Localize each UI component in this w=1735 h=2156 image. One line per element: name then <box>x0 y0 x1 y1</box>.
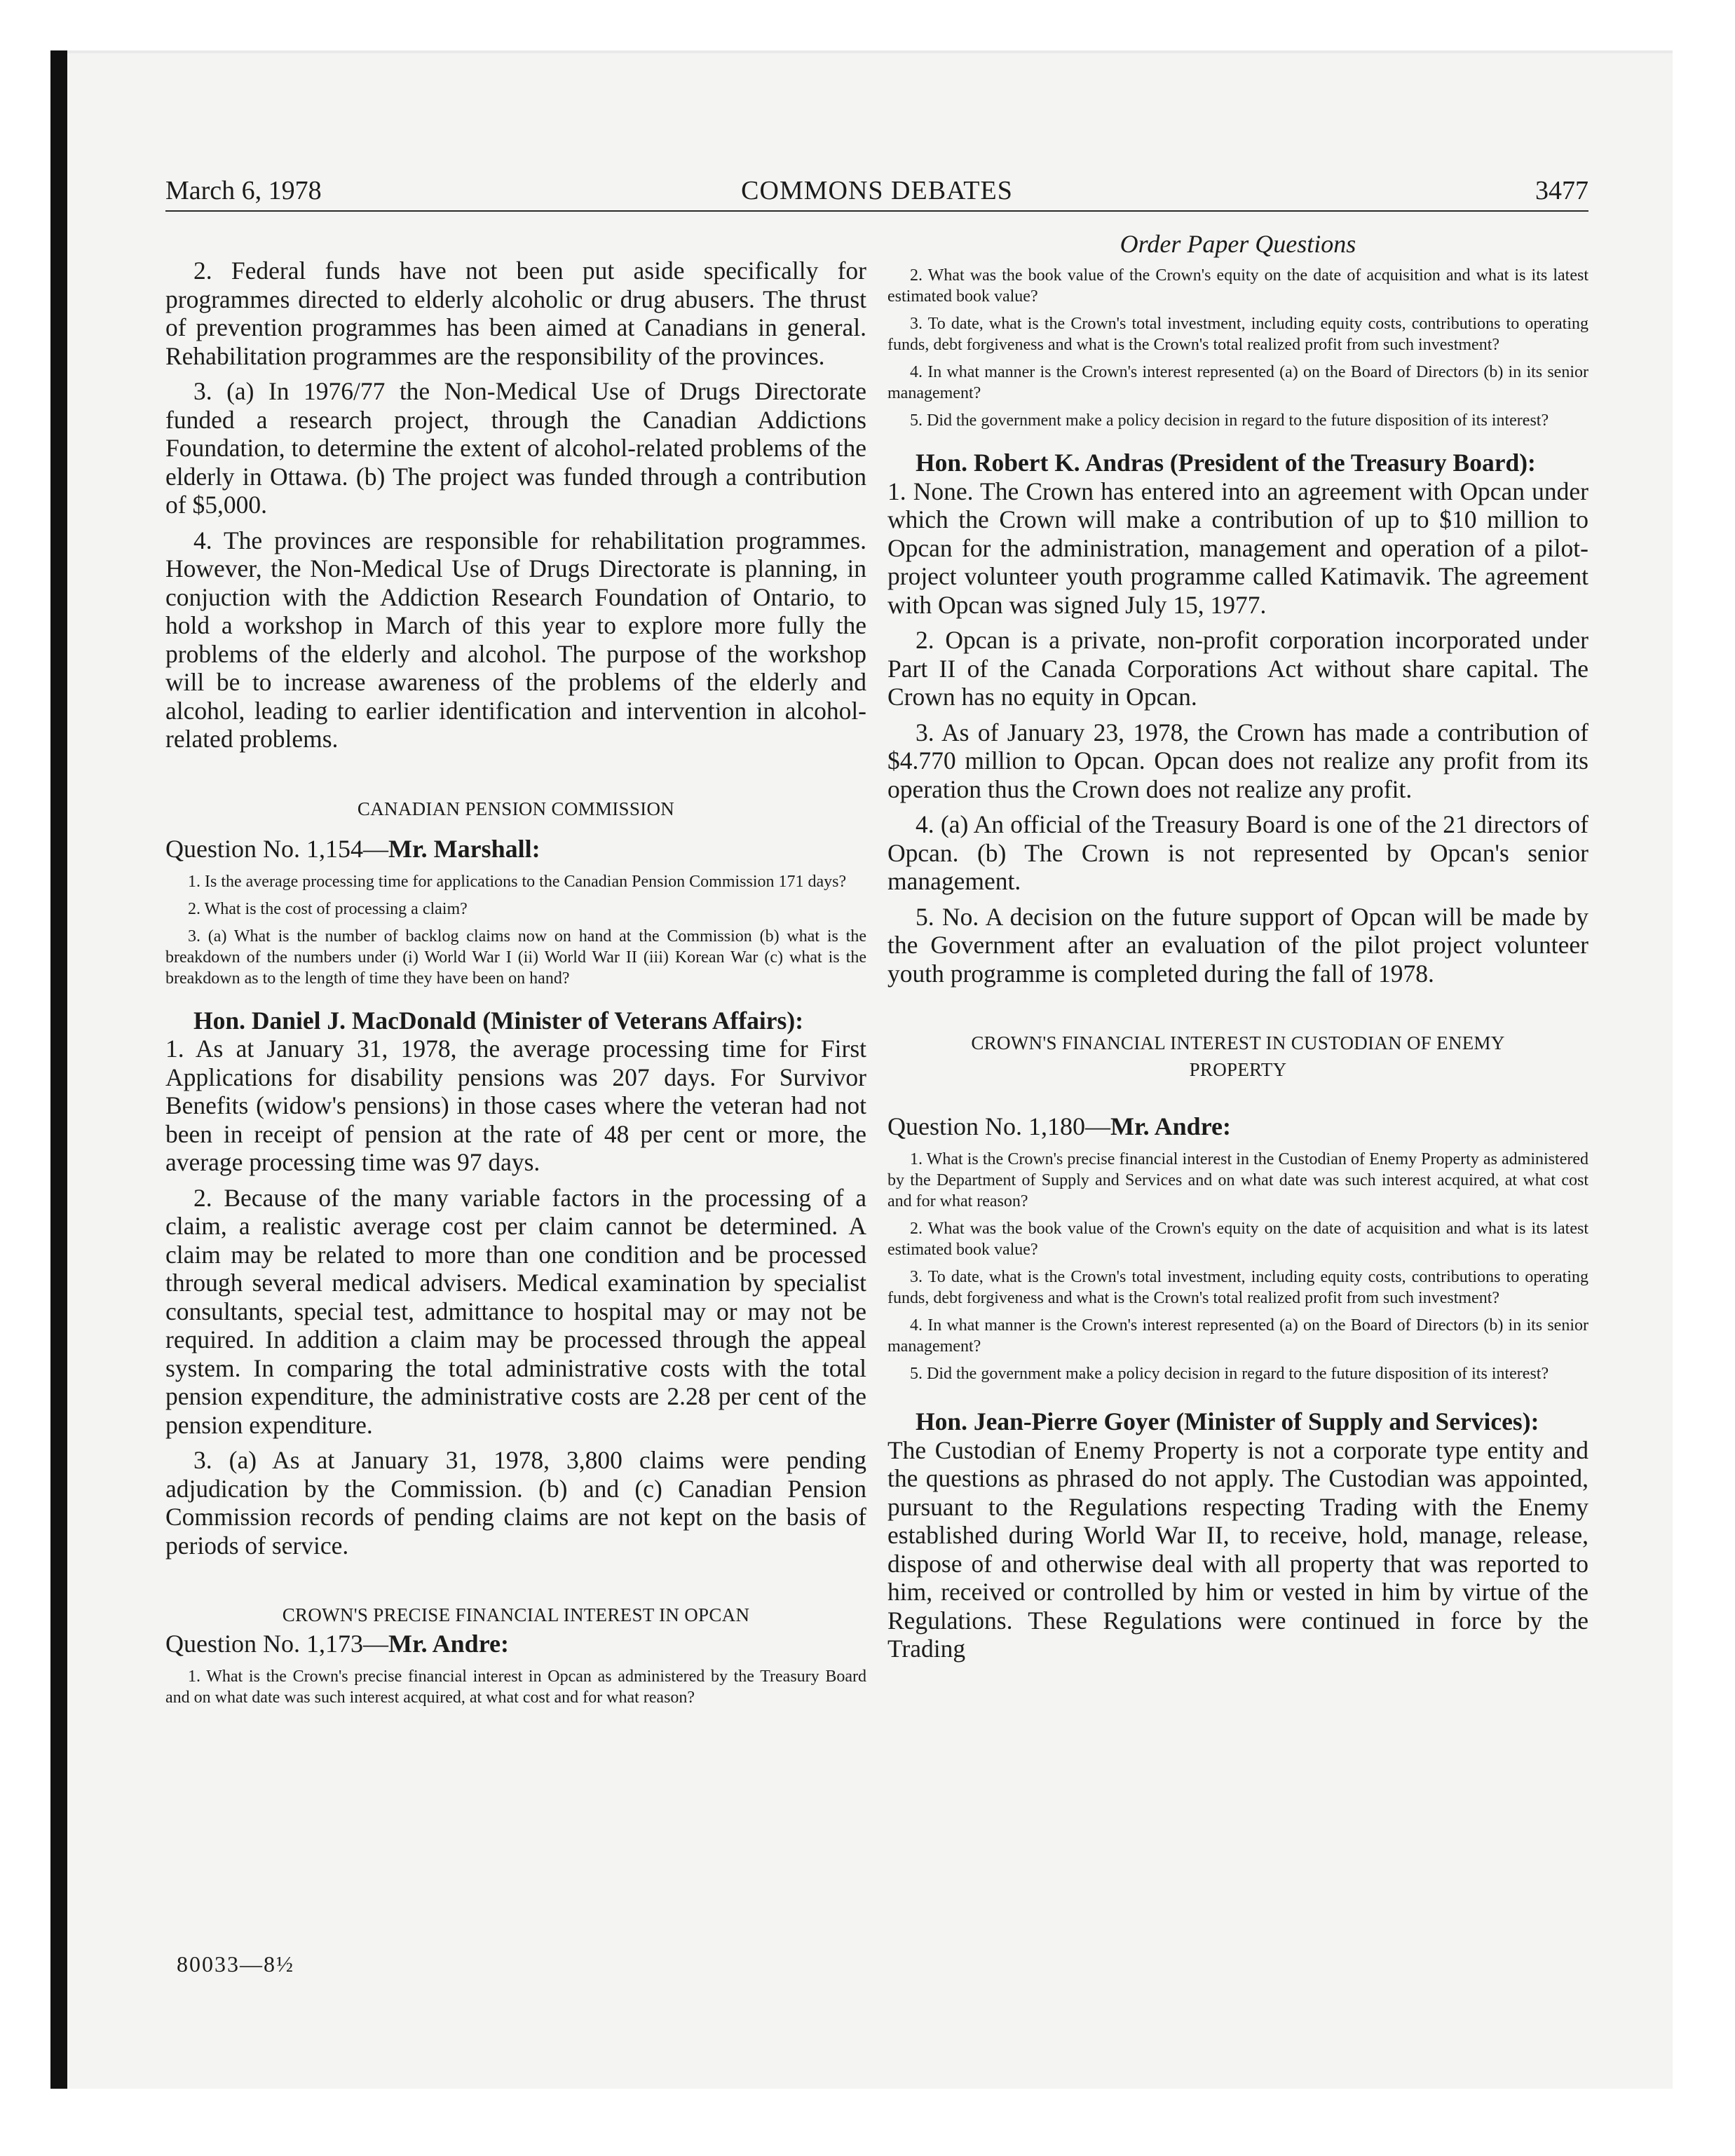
section-heading: CANADIAN PENSION COMMISSION <box>357 798 675 819</box>
speaker-name: Hon. Jean-Pierre Goyer (Minister of Supply and Services): <box>916 1407 1539 1435</box>
question-item: 1. Is the average processing time for applications to the Canadian Pension Commission 171 days? <box>188 872 847 891</box>
section-heading: CROWN'S FINANCIAL INTEREST IN CUSTODIAN OF ENEMY PROPERTY <box>971 1032 1505 1080</box>
answer-paragraph: 3. As of January 23, 1978, the Crown has made a contribution of $4.770 million to Opcan. Opcan does not realize any profit from its operation thus the Crown does not realize any profit. <box>887 718 1588 803</box>
question-member: Mr. Andre: <box>388 1630 510 1658</box>
question-item: 3. To date, what is the Crown's total investment, including equity costs, contributions to operating funds, debt forgiveness and what is the Crown's total realized profit from such investment? <box>887 315 1588 354</box>
answer-paragraph: 3. (a) In 1976/77 the Non-Medical Use of Drugs Directorate funded a research project, through the Canadian Addictions Foundation, to determine the extent of alcohol-related problems of the elderly in Ottawa. (b) The project was funded through a contribution of $5,000. <box>165 377 866 519</box>
question-item: 4. In what manner is the Crown's interest represented (a) on the Board of Directors (b) in its senior management? <box>887 363 1588 402</box>
question-member: Mr. Andre: <box>1110 1112 1232 1140</box>
right-column <box>887 228 1588 1670</box>
speaker-line <box>165 1007 866 1035</box>
scan-edge <box>50 50 67 2089</box>
header-date: March 6, 1978 <box>165 176 322 205</box>
answer-paragraph: 4. (a) An official of the Treasury Board is one of the 21 directors of Opcan. (b) The Crown is not represented by Opcan's senior management. <box>887 810 1588 895</box>
left-column <box>165 228 866 1714</box>
question-item: 1. What is the Crown's precise financial interest in Opcan as administered by the Treasury Board and on what date was such interest acquired, at what cost and for what reason? <box>165 1667 866 1707</box>
speaker-line <box>887 449 1588 477</box>
answer-paragraph: 5. No. A decision on the future support of Opcan will be made by the Government after an evaluation of the pilot project volunteer youth programme is completed during the fall of 1978. <box>887 902 1588 988</box>
question-item: 3. To date, what is the Crown's total investment, including equity costs, contributions to operating funds, debt forgiveness and what is the Crown's total realized profit from such investment? <box>887 1268 1588 1307</box>
question-heading <box>165 1628 866 1659</box>
answer-paragraph: 2. Because of the many variable factors in the processing of a claim, a realistic average cost per claim cannot be determined. A claim may be related to more than one condition and be processed through several medical advisers. Medical examination by specialist consultants, special test, admittance to hospital may or may not be required. In addition a claim may be processed through the appeal system. In comparing the total administrative costs with the total pension expenditure, the administrative costs are 2.28 per cent of the pension expenditure. <box>165 1183 866 1439</box>
page-number: 3477 <box>1535 176 1588 205</box>
answer-paragraph: The Custodian of Enemy Property is not a corporate type entity and the questions as phrased do not apply. The Custodian was appointed, pursuant to the Regulations respecting Trading with the Enemy established during World War II, to receive, hold, manage, release, dispose of and otherwise deal with all property that was reported to him, received or controlled by him or vested in him by virtue of the Regulations. These Regulations were continued in force by the Trading <box>887 1435 1588 1663</box>
question-number: Question No. 1,154— <box>165 834 388 863</box>
section-subtitle: Order Paper Questions <box>1120 230 1356 258</box>
answer-paragraph: 1. None. The Crown has entered into an agreement with Opcan under which the Crown will make a contribution of up to $10 million to Opcan for the administration, management and operation of a pilot-project volunteer youth programme called Katimavik. The agreement with Opcan was signed July 15, 1977. <box>887 477 1588 619</box>
question-item: 2. What was the book value of the Crown's equity on the date of acquisition and what is its latest estimated book value? <box>887 1220 1588 1259</box>
question-member: Mr. Marshall: <box>388 834 540 863</box>
question-number: Question No. 1,180— <box>887 1112 1110 1140</box>
question-item: 3. (a) What is the number of backlog claims now on hand at the Commission (b) what is the breakdown of the numbers under (i) World War I (ii) World War II (iii) Korean War (c) what is the breakdown as to the length of time they have been on hand? <box>165 927 866 988</box>
scan-margin <box>0 0 50 2156</box>
question-item: 5. Did the government make a policy decision in regard to the future disposition of its interest? <box>910 411 1549 430</box>
question-item: 2. What was the book value of the Crown's equity on the date of acquisition and what is its latest estimated book value? <box>887 266 1588 306</box>
header-title: COMMONS DEBATES <box>741 176 1013 205</box>
speaker-line <box>887 1407 1588 1436</box>
question-heading <box>887 1111 1588 1142</box>
section-heading: CROWN'S PRECISE FINANCIAL INTEREST IN OPCAN <box>282 1604 750 1625</box>
question-item: 2. What is the cost of processing a claim? <box>188 899 468 918</box>
running-header <box>165 171 1588 210</box>
question-heading <box>165 833 866 864</box>
question-item: 4. In what manner is the Crown's interest represented (a) on the Board of Directors (b) in its senior management? <box>887 1316 1588 1356</box>
answer-paragraph: 4. The provinces are responsible for rehabilitation programmes. However, the Non-Medical Use of Drugs Directorate is planning, in conjuction with the Addiction Research Foundation of Ontario, to hold a workshop in March of this year to explore more fully the problems of the elderly and alcohol. The purpose of the workshop will be to increase awareness of the problems of the elderly and alcohol, leading to earlier identification and intervention in alcohol-related problems. <box>165 526 866 753</box>
speaker-name: Hon. Daniel J. MacDonald (Minister of Veterans Affairs): <box>193 1006 804 1035</box>
question-item: 5. Did the government make a policy decision in regard to the future disposition of its interest? <box>910 1365 1549 1383</box>
header-rule <box>165 210 1588 212</box>
speaker-name: Hon. Robert K. Andras (President of the Treasury Board): <box>916 449 1536 477</box>
question-item: 1. What is the Crown's precise financial interest in the Custodian of Enemy Property as administered by the Department of Supply and Services and on what date was such interest acquired, at what cost and for what reason? <box>887 1150 1588 1210</box>
answer-paragraph: 1. As at January 31, 1978, the average processing time for First Applications for disability pensions was 207 days. For Survivor Benefits (widow's pensions) in those cases where the veteran had not been in receipt of pension at the rate of 48 per cent or more, the average processing time was 97 days. <box>165 1035 866 1176</box>
answer-paragraph: 3. (a) As at January 31, 1978, 3,800 claims were pending adjudication by the Commission. (b) and (c) Canadian Pension Commission records of pending claims are not kept on the basis of periods of service. <box>165 1446 866 1560</box>
answer-paragraph: 2. Federal funds have not been put aside specifically for programmes directed to elderly alcoholic or drug abusers. The thrust of prevention programmes has been aimed at Canadians in general. Rehabilitation programmes are the responsibility of the provinces. <box>165 257 866 370</box>
footer-code: 80033—8½ <box>177 1951 294 1977</box>
answer-paragraph: 2. Opcan is a private, non-profit corporation incorporated under Part II of the Canada Corporations Act without share capital. The Crown has no equity in Opcan. <box>887 626 1588 711</box>
question-number: Question No. 1,173— <box>165 1630 388 1658</box>
